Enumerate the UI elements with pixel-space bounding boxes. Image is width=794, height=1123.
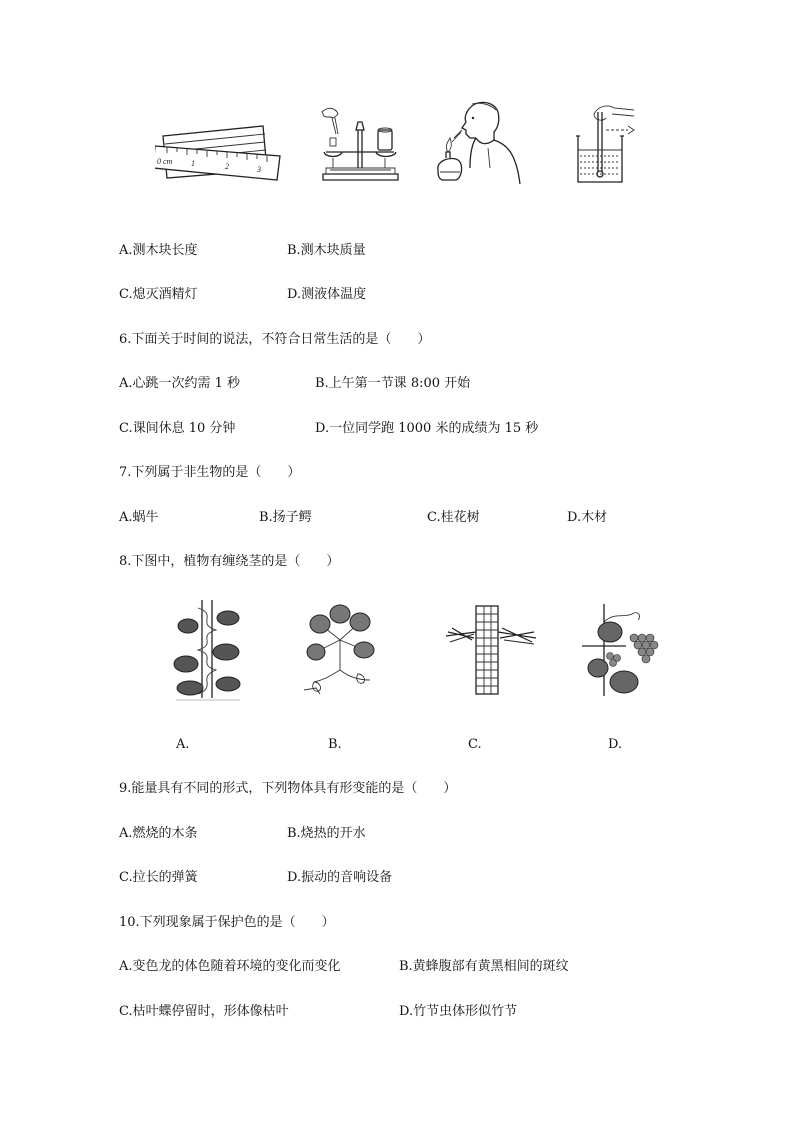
q6-option-d: D.一位同学跑 1000 米的成绩为 15 秒 bbox=[315, 421, 539, 436]
q10-option-a: A.变色龙的体色随着环境的变化而变化 bbox=[119, 959, 341, 974]
figure-ruler-wood-block bbox=[155, 118, 285, 188]
q6-option-c: C.课间休息 10 分钟 bbox=[119, 421, 236, 436]
q9-option-c: C.拉长的弹簧 bbox=[119, 870, 198, 885]
q9-option-d: D.振动的音响设备 bbox=[287, 870, 393, 885]
q7-option-a: A.蜗牛 bbox=[119, 510, 159, 525]
figure-climbing-tree-trunk bbox=[444, 602, 540, 696]
q8-stem: 8.下图中，植物有缠绕茎的是（ ） bbox=[119, 554, 340, 569]
q8-label-c: C. bbox=[468, 737, 482, 752]
ruler-unit-label: 0 cm bbox=[157, 157, 173, 166]
figure-balance-scale bbox=[318, 104, 403, 184]
q5-option-b: B.测木块质量 bbox=[287, 243, 366, 258]
q5-option-a: A.测木块长度 bbox=[119, 243, 198, 258]
q7-stem: 7.下列属于非生物的是（ ） bbox=[119, 465, 301, 480]
q9-stem: 9.能量具有不同的形式，下列物体具有形变能的是（ ） bbox=[119, 781, 457, 796]
q9-option-a: A.燃烧的木条 bbox=[119, 826, 198, 841]
q8-label-a: A. bbox=[176, 737, 190, 752]
q10-option-d: D.竹节虫体形似竹节 bbox=[399, 1004, 518, 1019]
q7-option-d: D.木材 bbox=[567, 510, 608, 525]
q6-option-b: B.上午第一节课 8:00 开始 bbox=[315, 376, 471, 391]
q10-option-c: C.枯叶蝶停留时，形体像枯叶 bbox=[119, 1004, 289, 1019]
figure-twining-vine bbox=[168, 598, 248, 702]
q7-option-c: C.桂花树 bbox=[427, 510, 480, 525]
q5-option-d: D.测液体温度 bbox=[287, 287, 367, 302]
q6-stem: 6.下面关于时间的说法，不符合日常生活的是（ ） bbox=[119, 332, 431, 347]
ruler-mark-3: 3 bbox=[257, 165, 261, 174]
q8-label-d: D. bbox=[608, 737, 623, 752]
ruler-mark-2: 2 bbox=[225, 162, 229, 171]
q7-option-b: B.扬子鳄 bbox=[259, 510, 312, 525]
q10-option-b: B.黄蜂腹部有黄黑相间的斑纹 bbox=[399, 959, 569, 974]
q10-stem: 10.下列现象属于保护色的是（ ） bbox=[119, 915, 335, 930]
ruler-mark-1: 1 bbox=[191, 159, 195, 168]
figure-blowing-alcohol-lamp bbox=[436, 98, 522, 186]
q9-option-b: B.烧热的开水 bbox=[287, 826, 366, 841]
q6-option-a: A.心跳一次约需 1 秒 bbox=[119, 376, 241, 391]
q5-option-c: C.熄灭酒精灯 bbox=[119, 287, 198, 302]
figure-thermometer-beaker bbox=[572, 100, 642, 186]
figure-grape-tendrils bbox=[580, 602, 668, 698]
figure-creeping-strawberry bbox=[300, 600, 380, 698]
q8-label-b: B. bbox=[328, 737, 342, 752]
